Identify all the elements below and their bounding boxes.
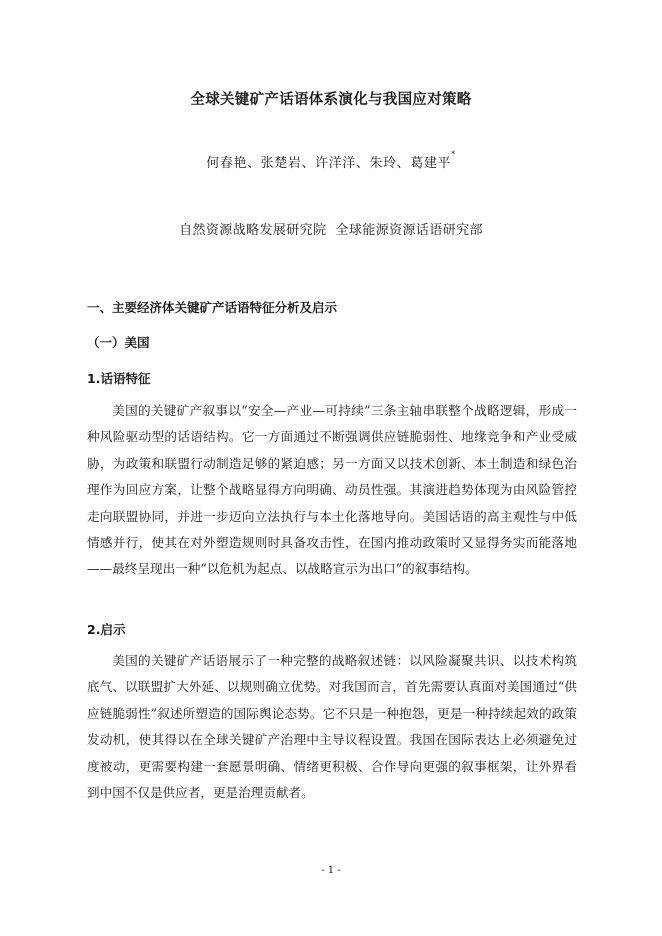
corresponding-author-mark: * — [451, 150, 456, 159]
document-title: 全球关键矿产话语体系演化与我国应对策略 — [190, 92, 472, 108]
author-names: 何春艳、张楚岩、许洋洋、朱玲、葛建平 — [206, 156, 452, 171]
part1-body: 美国的关键矿产叙事以“安全—产业—可持续”三条主轴串联整个战略逻辑，形成一种风险驱动型的话语结构。它一方面通过不断强调供应链脆弱性、地缘竞争和产业受威胁，为政策和联盟行动制造足够的紧迫感；另一方面又以技术创新、本土制造和绿色治理作为回应方案，让整个战略显得方向明确、动员性强。其演进趋势体现为由风险管控走向联盟协同，并进一步迈向立法执行与本土化落地导向。美国话语的高主观性与中低情感并行，使其在对外塑造规则时具备攻击性，在国内推动政策时又显得务实而能落地——最终呈现出一种“以危机为起点、以战略宣示为出口”的叙事结构。 — [87, 403, 577, 577]
subsection-heading: （一）美国 — [87, 335, 150, 350]
affiliation: 自然资源战略发展研究院 全球能源资源话语研究部 — [179, 223, 483, 238]
author-line — [0, 152, 662, 171]
part2-heading: 2.启示 — [87, 622, 126, 637]
page-number: - 1 - — [321, 865, 341, 876]
section-heading: 一、主要经济体关键矿产话语特征分析及启示 — [87, 300, 338, 315]
part1-heading: 1.话语特征 — [87, 371, 151, 386]
part2-body: 美国的关键矿产话语展示了一种完整的战略叙述链：以风险凝聚共识、以技术构筑底气、以联盟扩大外延、以规则确立优势。对我国而言，首先需要认真面对美国通过“供应链脆弱性”叙述所塑造的国际舆论态势。它不只是一种抱怨，更是一种持续起效的政策发动机，使其得以在全球关键矿产治理中主导议程设置。我国在国际表达上必须避免过度被动，更需要构建一套愿景明确、情绪更积极、合作导向更强的叙事框架，让外界看到中国不仅是供应者，更是治理贡献者。 — [87, 653, 577, 801]
